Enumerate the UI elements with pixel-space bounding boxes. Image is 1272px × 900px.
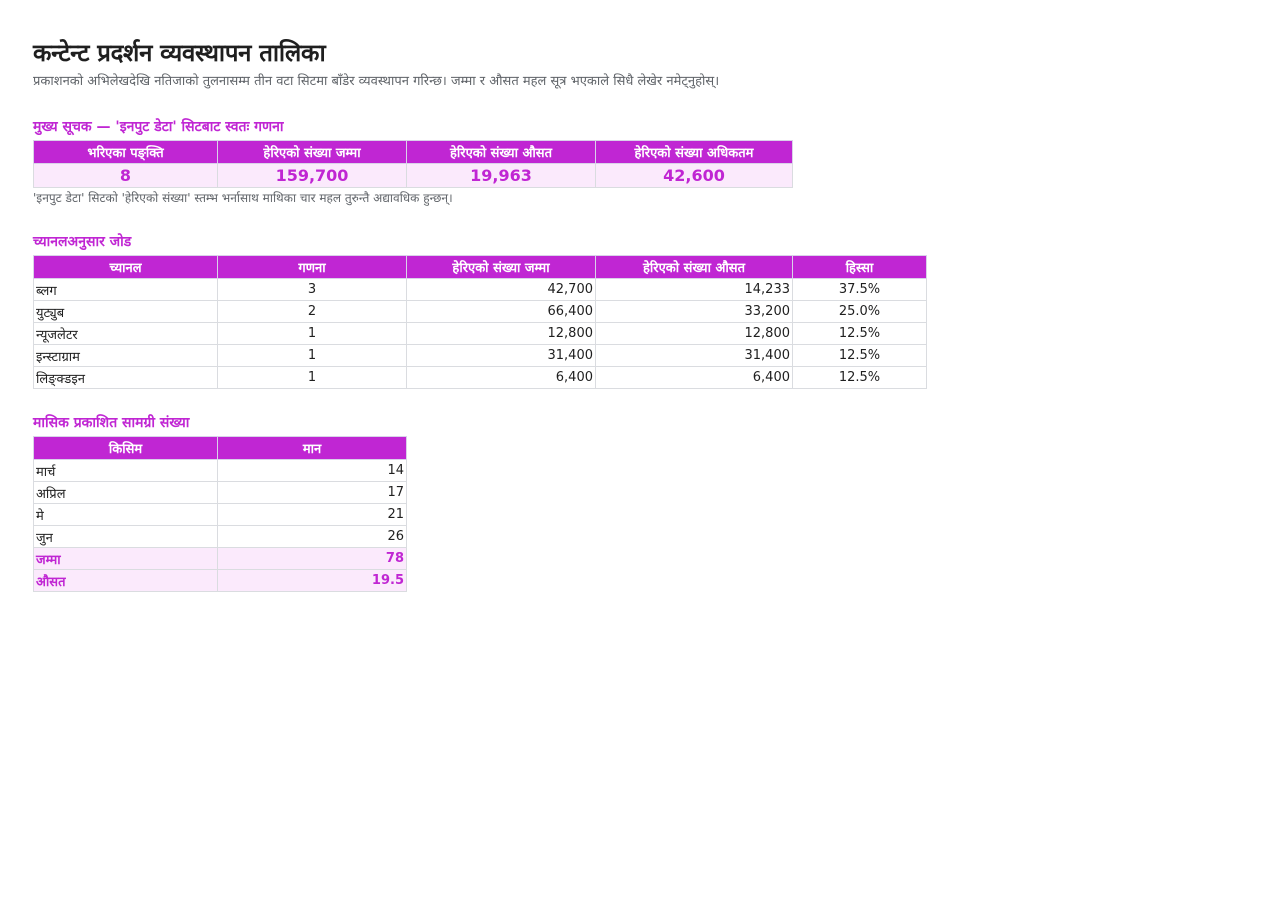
monthly-cell[interactable]: मे	[34, 504, 218, 526]
table-row	[34, 279, 927, 301]
monthly-header-value[interactable]: मान	[218, 437, 407, 460]
channel-cell[interactable]: 6,400	[596, 367, 793, 389]
monthly-header-type[interactable]: किसिम	[34, 437, 218, 460]
kpi-header-views-total[interactable]: हेरिएको संख्या जम्मा	[218, 141, 407, 164]
channel-cell[interactable]: 25.0%	[793, 301, 927, 323]
monthly-cell[interactable]: 14	[218, 460, 407, 482]
page-title: कन्टेन्ट प्रदर्शन व्यवस्थापन तालिका	[33, 39, 326, 67]
channel-cell[interactable]: 12.5%	[793, 367, 927, 389]
channel-cell[interactable]: 66,400	[407, 301, 596, 323]
channel-cell[interactable]: 6,400	[407, 367, 596, 389]
table-row	[34, 367, 927, 389]
channel-cell[interactable]: 12.5%	[793, 323, 927, 345]
channel-cell[interactable]: युट्युब	[34, 301, 218, 323]
kpi-section-title: मुख्य सूचक — 'इनपुट डेटा' सिटबाट स्वतः गणना	[33, 119, 284, 135]
kpi-header-views-max[interactable]: हेरिएको संख्या अधिकतम	[596, 141, 793, 164]
channel-cell[interactable]: 1	[218, 367, 407, 389]
monthly-cell[interactable]: 26	[218, 526, 407, 548]
monthly-cell[interactable]: मार्च	[34, 460, 218, 482]
channel-cell[interactable]: 31,400	[407, 345, 596, 367]
kpi-value-views-total[interactable]: 159,700	[218, 164, 407, 188]
channel-cell[interactable]: 1	[218, 345, 407, 367]
table-row	[34, 482, 407, 504]
monthly-table	[33, 436, 407, 592]
kpi-section	[33, 118, 793, 207]
page-subtitle: प्रकाशनको अभिलेखदेखि नतिजाको तुलनासम्म तीन वटा सिटमा बाँडेर व्यवस्थापन गरिन्छ। जम्मा र औसत महल सूत्र भएकाले सिधै लेखेर नमेट्नुहोस्।	[33, 74, 720, 89]
channel-cell[interactable]: 42,700	[407, 279, 596, 301]
channel-cell[interactable]: ब्लग	[34, 279, 218, 301]
table-row	[34, 526, 407, 548]
channel-header-count[interactable]: गणना	[218, 256, 407, 279]
channel-cell[interactable]: 14,233	[596, 279, 793, 301]
kpi-header-rows[interactable]: भरिएका पङ्क्ति	[34, 141, 218, 164]
channel-cell[interactable]: 12,800	[407, 323, 596, 345]
channel-section	[33, 233, 927, 389]
channel-cell[interactable]: न्यूजलेटर	[34, 323, 218, 345]
channel-header-share[interactable]: हिस्सा	[793, 256, 927, 279]
monthly-average-value[interactable]: 19.5	[218, 570, 407, 592]
table-row	[34, 345, 927, 367]
total-row	[34, 548, 407, 570]
channel-table	[33, 255, 927, 389]
table-row	[34, 504, 407, 526]
kpi-value-views-avg[interactable]: 19,963	[407, 164, 596, 188]
channel-cell[interactable]: लिङ्क्डइन	[34, 367, 218, 389]
monthly-cell[interactable]: अप्रिल	[34, 482, 218, 504]
channel-cell[interactable]: 1	[218, 323, 407, 345]
monthly-section	[33, 414, 407, 592]
monthly-total-label[interactable]: जम्मा	[34, 548, 218, 570]
table-row	[34, 460, 407, 482]
monthly-cell[interactable]: 21	[218, 504, 407, 526]
channel-cell[interactable]: 31,400	[596, 345, 793, 367]
channel-header-views-total[interactable]: हेरिएको संख्या जम्मा	[407, 256, 596, 279]
kpi-table	[33, 140, 793, 188]
channel-cell[interactable]: 12.5%	[793, 345, 927, 367]
kpi-value-rows[interactable]: 8	[34, 164, 218, 188]
kpi-header-views-avg[interactable]: हेरिएको संख्या औसत	[407, 141, 596, 164]
monthly-cell[interactable]: जुन	[34, 526, 218, 548]
monthly-section-title: मासिक प्रकाशित सामग्री संख्या	[33, 415, 190, 431]
monthly-average-label[interactable]: औसत	[34, 570, 218, 592]
kpi-note: 'इनपुट डेटा' सिटको 'हेरिएको संख्या' स्तम्भ भर्नासाथ माथिका चार महल तुरुन्तै अद्यावधिक हुन्छन्।	[33, 191, 453, 205]
channel-cell[interactable]: इन्स्टाग्राम	[34, 345, 218, 367]
kpi-value-views-max[interactable]: 42,600	[596, 164, 793, 188]
monthly-total-value[interactable]: 78	[218, 548, 407, 570]
monthly-cell[interactable]: 17	[218, 482, 407, 504]
table-row	[34, 301, 927, 323]
channel-header-name[interactable]: च्यानल	[34, 256, 218, 279]
report-page	[33, 36, 1233, 590]
table-row	[34, 323, 927, 345]
channel-cell[interactable]: 2	[218, 301, 407, 323]
channel-cell[interactable]: 12,800	[596, 323, 793, 345]
channel-header-views-avg[interactable]: हेरिएको संख्या औसत	[596, 256, 793, 279]
channel-section-title: च्यानलअनुसार जोड	[33, 234, 132, 250]
channel-cell[interactable]: 33,200	[596, 301, 793, 323]
average-row	[34, 570, 407, 592]
channel-cell[interactable]: 37.5%	[793, 279, 927, 301]
channel-cell[interactable]: 3	[218, 279, 407, 301]
